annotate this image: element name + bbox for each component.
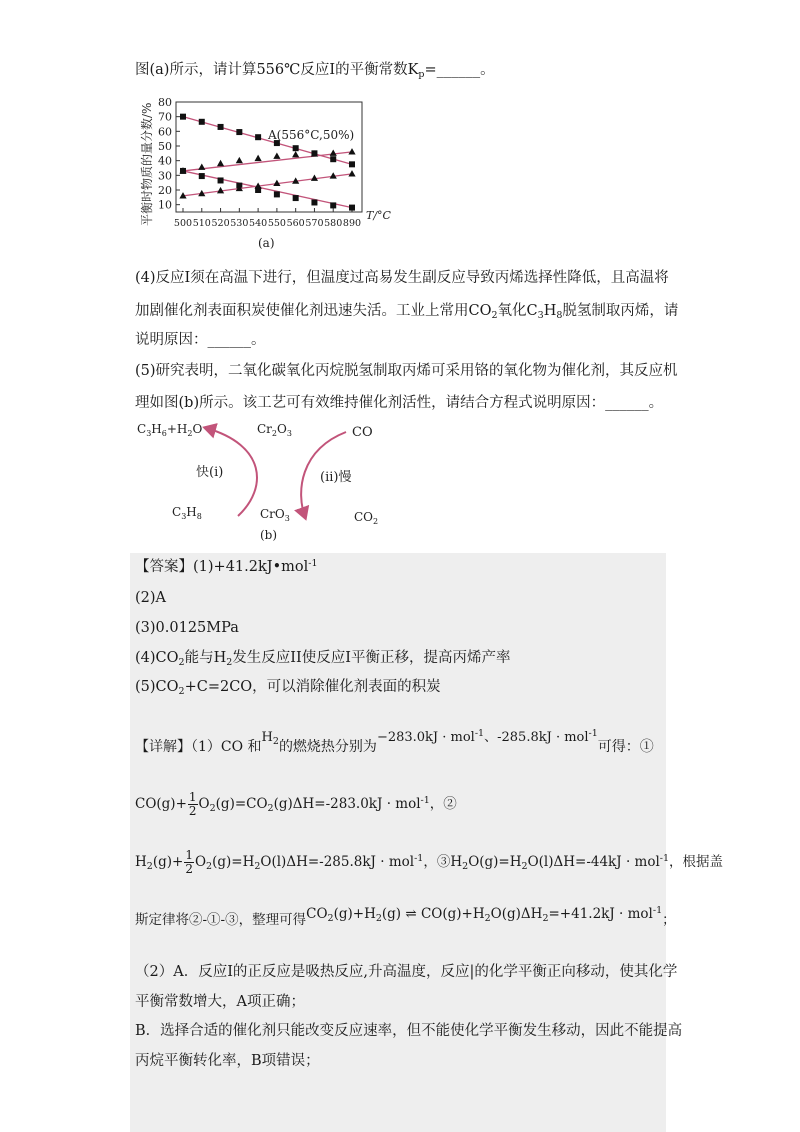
detail-p2-line2: 平衡常数增大，A项正确； [135,994,305,1010]
d1-d: 、-285.8kJ · mol [484,730,589,745]
d4-a: 斯定律将②-①-③，整理可得 [135,912,307,928]
d2-a: CO(g)+ [135,796,187,812]
x-tick-label: 520 [211,218,230,229]
x-tick-label: 500 [173,218,193,229]
d3-c: O [194,854,207,870]
square-marker [180,114,186,120]
detail-p2-line4: 丙烷平衡转化率，B项错误； [135,1053,320,1069]
co2-label: $CO_2$ [354,510,379,526]
point-a-label: A(556°C,50%) [268,128,355,142]
answer-1: (1)+41.2kJ•mol [193,559,309,575]
d3-j: ，根据盖 [669,854,724,870]
d2-d: (g)ΔH=-283.0kJ · mol [273,796,421,812]
d3-a: H [135,854,147,870]
detail-p2-line3: B．选择合适的催化剂只能改变反应速率，但不能使化学平衡发生移动，因此不能提高 [135,1023,683,1039]
q4-line2 [135,301,678,321]
q4-l2-d: 脱氢制取丙烯，请 [562,303,679,319]
a4-sub1: 2 [178,657,185,668]
y-tick-label: 40 [158,154,172,168]
series-line-2 [183,152,352,171]
series-line-4 [183,174,352,196]
question-top-line [135,60,495,80]
d3-sub5: 2 [521,861,528,872]
d1-c-wrap [377,730,598,745]
a4-b: 能与H [184,650,227,666]
square-marker [293,195,299,201]
x-tick-label: 510 [192,218,211,229]
d4-e: O(g)ΔH [490,906,543,922]
y-tick-label: 70 [158,110,172,124]
d3-sub1: 2 [146,861,153,872]
square-marker [180,168,186,174]
top-line-end: =______。 [424,62,495,78]
d2-e: ，② [429,796,457,812]
d3-sup2: -1 [659,853,670,864]
d3-e: O(l)ΔH=-285.8kJ · mol [260,854,415,870]
d4-sup: -1 [652,905,663,916]
q4-sub-2: 2 [491,310,498,321]
q4-sub-8: 8 [556,310,563,321]
square-marker [236,129,242,135]
triangle-marker [236,157,243,163]
a5-a: (5)CO [135,679,179,695]
detail-p2-line1: （2）A．反应I的正反应是吸热反应,升高温度，反应|的化学平衡正向移动，使其化学 [135,964,678,980]
d4-sub1: 2 [327,913,334,924]
square-marker [311,199,317,205]
d4-eq [306,906,662,922]
d3-b: (g)+ [152,854,184,870]
a5-b: +C=2CO，可以消除催化剂表面的积炭 [184,679,441,695]
triangle-marker [311,174,318,180]
d3-sub3: 2 [254,861,261,872]
cro3-label: CrO$_3$ [260,507,290,523]
c3h6-h2o-label: $C_3H_6+H_2O$ [137,422,203,438]
d4-sub3: 2 [484,913,491,924]
d1-h2: $H_2$ [261,730,279,747]
square-marker [274,191,280,197]
d1-a: （1）CO 和 [191,739,262,755]
d3-sub4: 2 [462,861,469,872]
fast-step-label: 快(i) [196,465,224,480]
answer-1-sup: -1 [308,558,318,569]
d3-i: O(l)ΔH=-44kJ · mol [527,854,660,870]
d4-g: ； [662,912,676,928]
triangle-marker [273,152,280,158]
triangle-marker [292,151,299,157]
frac-den: 2 [188,804,197,818]
square-marker [293,145,299,151]
d2-sup: -1 [420,795,430,806]
d4-c: (g)+H [333,906,376,922]
a5-sub: 2 [178,686,185,697]
q4-l2-a: 加剧催化剂表面积炭使催化剂迅速失活。工业上常用CO [135,303,492,319]
square-marker [218,177,224,183]
x-tick-label: 540 [249,218,268,229]
top-line-sub: p [418,69,425,80]
d1-d-sup: -1 [588,728,598,739]
square-marker [199,173,205,179]
triangle-marker [348,148,355,154]
chart-a-caption: (a) [258,236,275,250]
co-label: CO [352,425,373,440]
one-half-fraction-2 [184,849,194,876]
d4-sub2: 2 [375,913,382,924]
answer-line3: (3)0.0125MPa [135,620,239,636]
square-marker [330,202,336,208]
answer-panel [130,553,666,1132]
answer-line2: (2)A [135,590,167,606]
y-tick-label: 50 [158,140,172,153]
series-line-3 [183,171,352,208]
x-tick-label: 560 [286,218,305,229]
y-tick-label: 30 [158,169,172,183]
y-tick-label: 60 [158,125,172,139]
triangle-marker [198,163,205,169]
frac2-den: 2 [185,862,193,876]
d4-b: CO [306,906,328,922]
d1-c-sup: -1 [474,728,485,739]
diagram-b [130,415,410,545]
y-axis-label: 平衡时物质的量分数/% [140,102,154,226]
d1-b: 的燃烧热分别为 [278,739,377,755]
answer-heading: 【答案】 [135,559,193,575]
square-marker [349,161,355,167]
d2-b: O [198,796,210,812]
detail-heading: 【详解】 [135,739,191,755]
detail-line4 [135,905,676,935]
triangle-marker [330,150,337,156]
q4-l2-c: H [543,303,557,319]
triangle-marker [217,160,224,166]
d1-c: −283.0kJ · mol [376,730,475,745]
frac2-num: 1 [185,848,193,862]
square-marker [199,119,205,125]
detail-line3 [135,846,723,878]
one-half-fraction [188,791,198,818]
d4-f: =+41.2kJ · mol [548,906,653,922]
d1-e: 可得：① [597,739,654,755]
d2-sub1: 2 [209,803,216,814]
d3-sup1: -1 [414,853,424,864]
triangle-marker [348,170,355,176]
x-tick-label: 890 [342,218,362,229]
d3-f: ，③ [423,854,451,870]
c3h8-label: $C_3H_8$ [172,505,202,521]
d3-g: H [450,854,463,870]
detail-line1 [135,728,654,758]
triangle-marker [255,155,262,161]
d2-sub2: 2 [267,803,274,814]
d4-sub4: 2 [542,913,549,924]
d4-d: (g) ⇌ CO(g)+H [381,906,485,922]
square-marker [330,156,336,162]
q5-line2: 理如图(b)所示。该工艺可有效维持催化剂活性，请结合方程式说明原因：______。 [135,395,664,411]
x-tick-label: 580 [324,218,343,229]
q4-line3: 说明原因：______。 [135,332,266,348]
d3-h: O(g)=H [468,854,522,870]
a4-sub2: 2 [226,657,233,668]
square-marker [218,124,224,130]
a4-a: (4)CO [135,650,179,666]
diagram-b-caption: (b) [260,528,278,542]
answer-line5 [135,677,441,697]
a4-c: 发生反应II使反应I平衡正移，提高丙烯产率 [232,650,511,666]
y-tick-label: 80 [158,96,172,109]
d2-c: (g)=CO [215,796,268,812]
slow-step-label: (ii)慢 [320,470,352,485]
x-tick-label: 570 [305,218,324,229]
chart-a [130,90,410,255]
detail-line2 [135,788,457,820]
x-unit-label: T/°C [366,209,391,222]
y-tick-label: 20 [158,184,172,197]
top-line-text: 图(a)所示，请计算556℃反应I的平衡常数K [135,62,419,78]
x-tick-label: 530 [230,218,249,229]
x-tick-label: 550 [267,218,286,229]
frac-num: 1 [188,790,197,804]
q4-line1: (4)反应I须在高温下进行，但温度过高易发生副反应导致丙烯选择性降低，且高温将 [135,270,669,286]
square-marker [349,205,355,211]
square-marker [255,134,261,140]
q4-l2-b: 氧化C [497,303,538,319]
d3-d: (g)=H [212,854,255,870]
y-tick-label: 10 [158,198,172,212]
q4-sub-3: 3 [537,310,544,321]
d3-sub2: 2 [206,861,213,872]
answer-line4 [135,648,510,668]
answer-line1 [135,557,318,577]
cr2o3-label: $Cr_2O_3$ [257,422,292,438]
q5-line1: (5)研究表明，二氧化碳氧化丙烷脱氢制取丙烯可采用铬的氧化物为催化剂，其反应机 [135,363,678,379]
